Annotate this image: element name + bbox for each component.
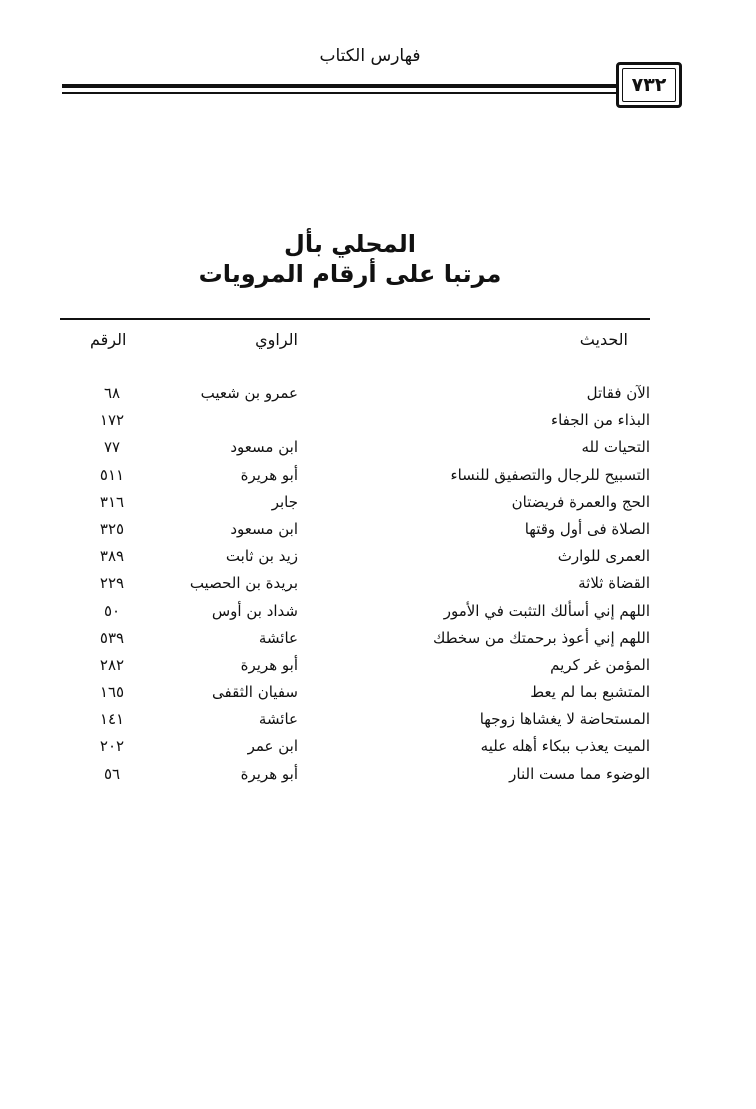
column-header-narrator: الراوي bbox=[255, 330, 298, 349]
narrator-name: ابن عمر bbox=[247, 737, 298, 756]
table-row bbox=[60, 683, 650, 710]
header-rule-thin bbox=[62, 92, 618, 94]
hadith-text: الحج والعمرة فريضتان bbox=[511, 492, 650, 511]
table-row bbox=[60, 765, 650, 792]
hadith-text: الآن فقاتل bbox=[586, 384, 650, 402]
table-row bbox=[60, 520, 650, 547]
narrator-name: ابن مسعود bbox=[230, 519, 298, 538]
table-row bbox=[60, 466, 650, 493]
narration-number: ٥١١ bbox=[99, 465, 125, 484]
narration-number: ١٧٢ bbox=[99, 411, 125, 430]
narration-number: ٣٢٥ bbox=[99, 519, 125, 538]
narration-number: ٥٦ bbox=[103, 764, 121, 783]
narrator-name: أبو هريرة bbox=[240, 764, 298, 783]
table-row bbox=[60, 493, 650, 520]
table-row bbox=[60, 656, 650, 683]
hadith-text: الوضوء مما مست النار bbox=[509, 764, 650, 783]
narration-number: ١٤١ bbox=[99, 710, 125, 729]
header-rule-thick bbox=[62, 84, 618, 88]
page-number-box bbox=[616, 62, 682, 108]
narrator-name: أبو هريرة bbox=[240, 655, 298, 674]
narrator-name: عمرو بن شعيب bbox=[200, 384, 298, 402]
table-row bbox=[60, 547, 650, 574]
narration-number: ٥٣٩ bbox=[99, 628, 125, 647]
narration-number: ٧٧ bbox=[103, 438, 121, 457]
hadith-text: التسبيح للرجال والتصفيق للنساء bbox=[450, 465, 650, 484]
table-row bbox=[60, 629, 650, 656]
column-header-number: الرقم bbox=[90, 330, 127, 349]
narrator-name: عائشة bbox=[258, 710, 298, 729]
table-row bbox=[60, 384, 650, 411]
narration-number: ٥٠ bbox=[103, 601, 121, 620]
column-header-hadith: الحديث bbox=[579, 330, 628, 349]
hadith-text: الصلاة فى أول وقتها bbox=[524, 519, 650, 538]
table-row bbox=[60, 710, 650, 737]
hadith-text: المستحاضة لا يغشاها زوجها bbox=[479, 710, 650, 729]
narration-number: ٢٨٢ bbox=[99, 655, 125, 674]
running-head: فهارس الكتاب bbox=[319, 46, 421, 66]
index-title-line1: المحلي بأل bbox=[284, 230, 416, 258]
hadith-text: المتشبع بما لم يعط bbox=[530, 683, 650, 702]
narrator-name: أبو هريرة bbox=[240, 465, 298, 484]
narration-number: ٣١٦ bbox=[99, 492, 125, 511]
narrator-name: جابر bbox=[271, 492, 298, 511]
hadith-text: القضاة ثلاثة bbox=[578, 574, 650, 593]
narration-number: ٢٢٩ bbox=[99, 574, 125, 593]
narration-number: ٣٨٩ bbox=[99, 547, 125, 566]
table-row bbox=[60, 737, 650, 764]
hadith-text: اللهم إني أعوذ برحمتك من سخطك bbox=[432, 628, 650, 647]
table-row bbox=[60, 602, 650, 629]
narrator-name: بريدة بن الحصيب bbox=[189, 574, 298, 593]
table-row bbox=[60, 411, 650, 438]
narration-number: ١٦٥ bbox=[99, 683, 125, 702]
hadith-text: البذاء من الجفاء bbox=[551, 411, 650, 430]
page-number: ٧٣٢ bbox=[622, 68, 676, 102]
narrator-name: شداد بن أوس bbox=[211, 601, 298, 620]
narration-number: ٦٨ bbox=[103, 384, 121, 402]
hadith-text: الميت يعذب ببكاء أهله عليه bbox=[480, 737, 650, 756]
hadith-text: التحيات لله bbox=[581, 438, 650, 457]
hadith-text: العمرى للوارث bbox=[557, 547, 650, 566]
index-title-line2: مرتبا على أرقام المرويات bbox=[198, 260, 502, 288]
narration-number: ٢٠٢ bbox=[99, 737, 125, 756]
narrator-name: زيد بن ثابت bbox=[225, 547, 298, 566]
table-row bbox=[60, 438, 650, 465]
table-header-rule bbox=[60, 318, 650, 320]
hadith-index-table bbox=[60, 384, 650, 792]
narrator-name: عائشة bbox=[258, 628, 298, 647]
hadith-text: المؤمن غر كريم bbox=[550, 655, 650, 674]
narrator-name: ابن مسعود bbox=[230, 438, 298, 457]
narrator-name: سفيان الثقفى bbox=[212, 683, 298, 702]
hadith-text: اللهم إني أسألك التثبت في الأمور bbox=[443, 601, 650, 620]
table-row bbox=[60, 574, 650, 601]
